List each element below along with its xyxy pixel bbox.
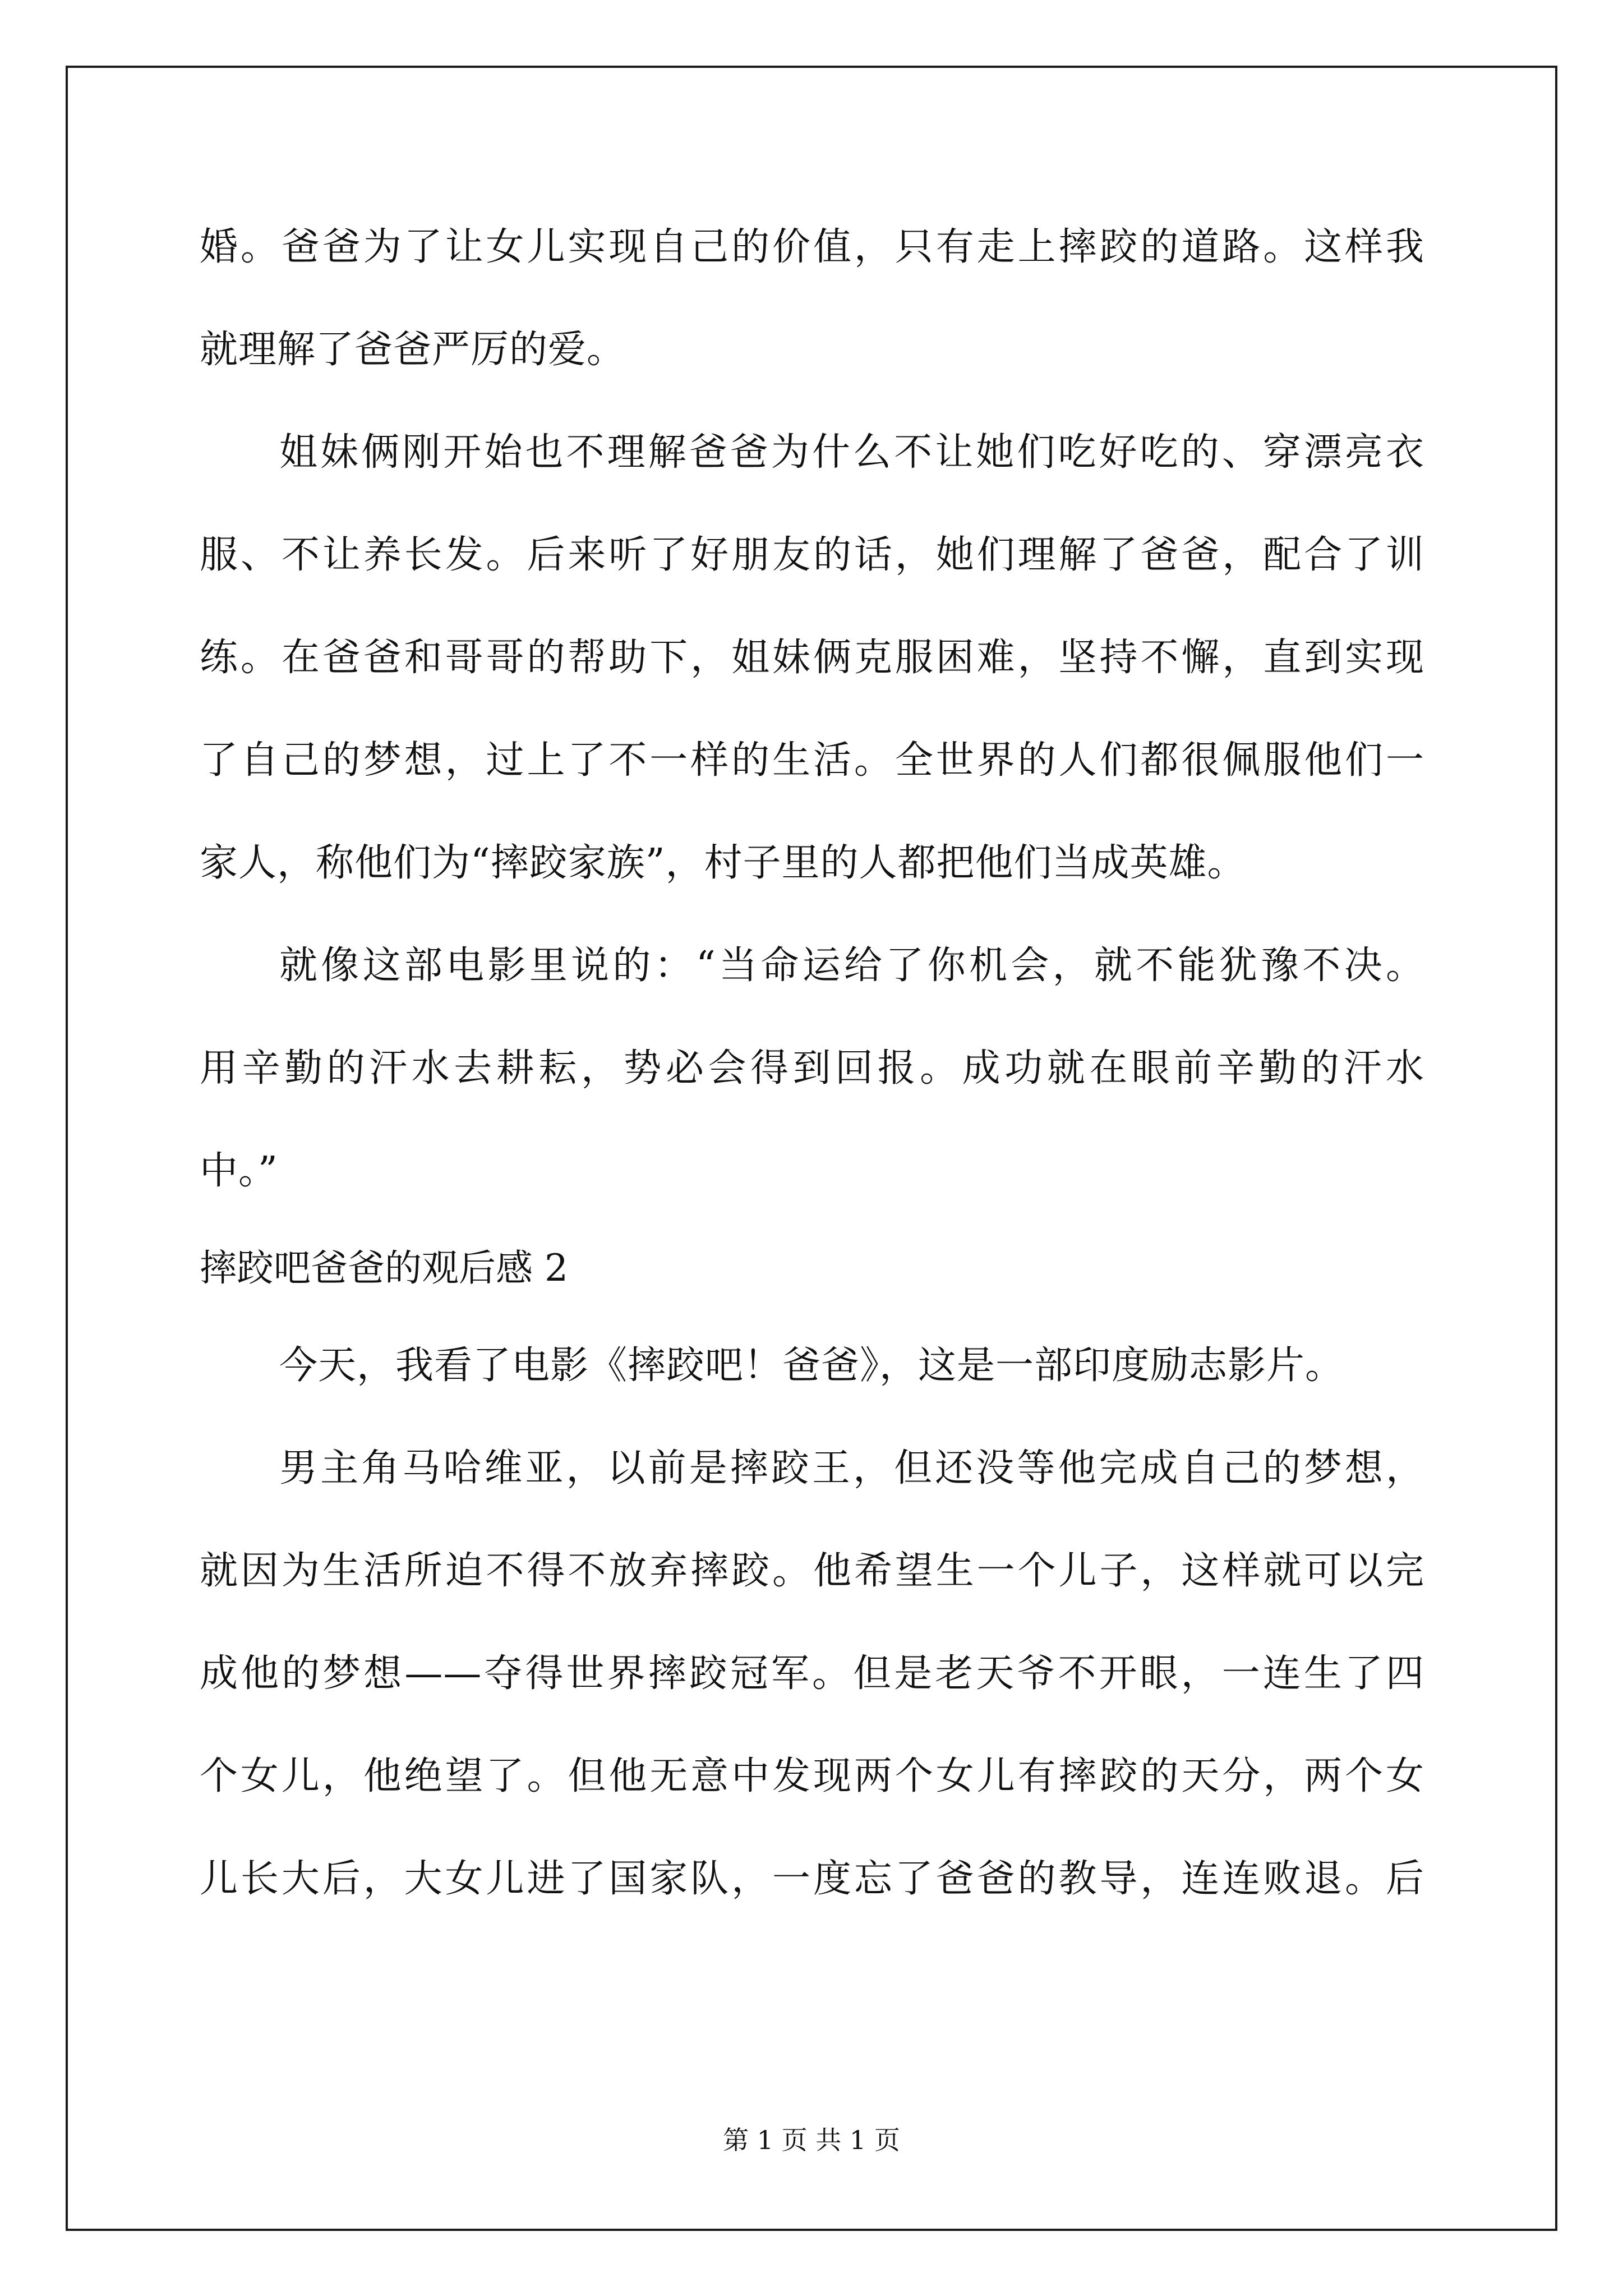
text-line: 就理解了爸爸严厉的爱。	[200, 328, 626, 372]
text-line: 练。在爸爸和哥哥的帮助下，姐妹俩克服困难，坚持不懈，直到实现	[200, 636, 1424, 680]
paragraph-first-line: 今天，我看了电影《摔跤吧！爸爸》，这是一部印度励志影片。	[279, 1343, 1344, 1388]
text-line: 就因为生活所迫不得不放弃摔跤。他希望生一个儿子，这样就可以完	[200, 1549, 1424, 1593]
text-line: 服、不让养长发。后来听了好朋友的话，她们理解了爸爸，配合了训	[200, 533, 1424, 577]
text-line: 中。”	[200, 1149, 278, 1193]
text-line: 家人，称他们为“摔跤家族”，村子里的人都把他们当成英雄。	[200, 841, 1246, 885]
text-line: 用辛勤的汗水去耕耘，势必会得到回报。成功就在眼前辛勤的汗水	[200, 1046, 1424, 1091]
text-line: 儿长大后，大女儿进了国家队，一度忘了爸爸的教导，连连败退。后	[200, 1857, 1424, 1901]
paragraph-first-line: 姐妹俩刚开始也不理解爸爸为什么不让她们吃好吃的、穿漂亮衣	[279, 430, 1424, 475]
text-line: 了自己的梦想，过上了不一样的生活。全世界的人们都很佩服他们一	[200, 738, 1424, 783]
paragraph-first-line: 男主角马哈维亚，以前是摔跤王，但还没等他完成自己的梦想，	[279, 1446, 1424, 1490]
page-footer: 第 1 页 共 1 页	[723, 2125, 900, 2155]
section-heading: 摔跤吧爸爸的观后感 2	[200, 1246, 568, 1290]
text-line: 个女儿，他绝望了。但他无意中发现两个女儿有摔跤的天分，两个女	[200, 1754, 1424, 1798]
text-line: 成他的梦想——夺得世界摔跤冠军。但是老天爷不开眼，一连生了四	[200, 1651, 1424, 1696]
paragraph-first-line: 就像这部电影里说的：“当命运给了你机会，就不能犹豫不决。	[279, 944, 1424, 988]
text-line: 婚。爸爸为了让女儿实现自己的价值，只有走上摔跤的道路。这样我	[200, 225, 1424, 269]
